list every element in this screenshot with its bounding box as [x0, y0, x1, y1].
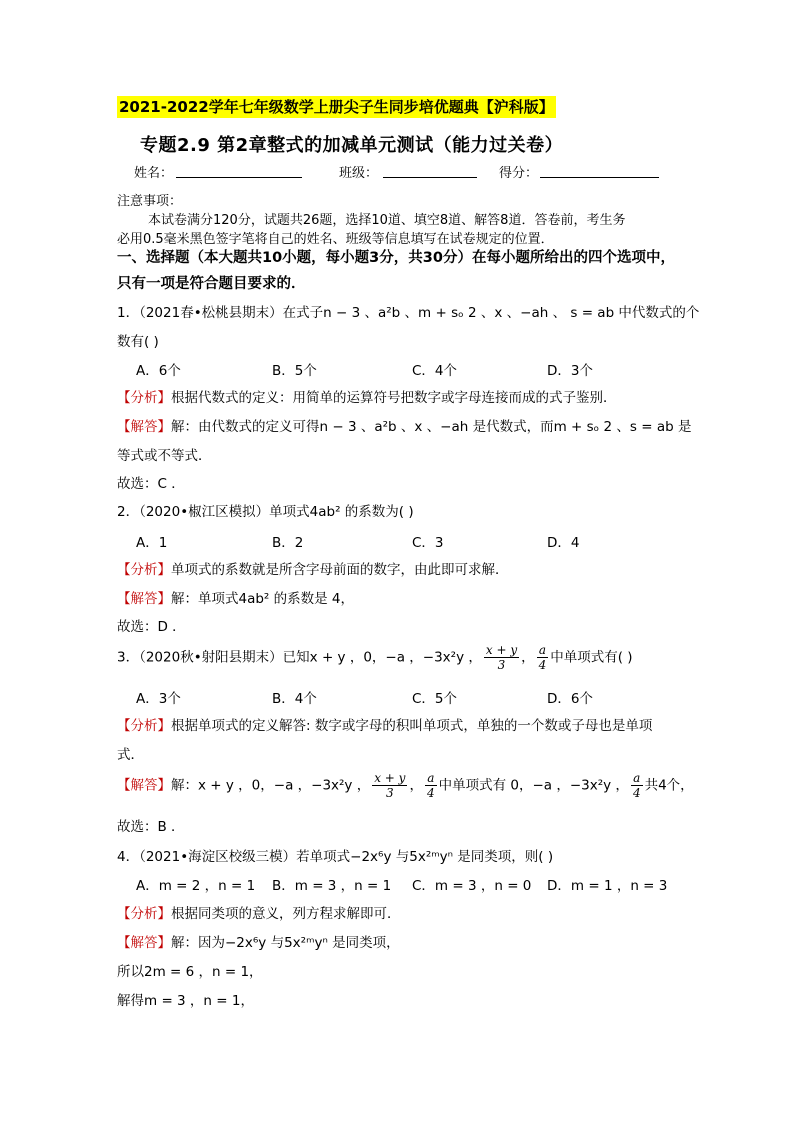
analysis-text: 单项式的系数就是所含字母前面的数字，由此即可求解． — [171, 562, 509, 578]
section-heading-line-2: 只有一项是符合题目要求的． — [117, 276, 306, 292]
q3-stem-tail: 中单项式有( ) — [550, 649, 633, 666]
analysis-tag: 【分析】 — [117, 562, 171, 578]
q4-option-d: D．m = 1 ，n = 3 — [547, 878, 668, 894]
analysis-tag: 【分析】 — [117, 718, 171, 734]
q3-choice: 故选：B ． — [117, 819, 185, 835]
q1-stem-line-2: 数有( ) — [117, 334, 159, 350]
q3-analysis-line-2: 式． — [117, 747, 144, 763]
answer-text: 解：由代数式的定义可得n − 3 、a²b 、x 、−ah 是代数式，而m + sₒ 2 、s = ab 是 — [171, 419, 692, 435]
q1-choice: 故选：C ． — [117, 476, 185, 492]
q1-option-d: D．3个 — [547, 363, 593, 379]
q1-option-b: B．5个 — [272, 363, 317, 379]
answer-tag: 【解答】 — [117, 591, 171, 607]
answer-tag: 【解答】 — [117, 935, 171, 951]
q2-option-d: D．4 — [547, 535, 580, 551]
analysis-text: 根据同类项的意义，列方程求解即可． — [171, 906, 401, 922]
q4-option-c: C．m = 3 ，n = 0 — [412, 878, 532, 894]
q2-option-c: C．3 — [412, 535, 444, 551]
q1-analysis — [117, 386, 617, 406]
class-label: 班级： — [339, 166, 379, 181]
answer-sep: ， — [409, 777, 423, 794]
q2-answer — [117, 587, 354, 607]
notice-line-2: 必用0.5毫米黑色签字笔将自己的姓名、班级等信息填写在试卷规定的位置． — [117, 232, 554, 247]
q2-choice: 故选：D ． — [117, 619, 186, 635]
q4-answer-line-3: 解得m = 3 ，n = 1， — [117, 993, 254, 1009]
q3-option-a: A．3个 — [136, 691, 181, 707]
fraction-denominator: 4 — [426, 786, 435, 800]
analysis-tag: 【分析】 — [117, 906, 171, 922]
fraction-denominator: 4 — [538, 658, 547, 672]
q3-analysis-line-1 — [117, 714, 652, 734]
fraction-numerator: a — [631, 771, 643, 786]
q2-option-b: B．2 — [272, 535, 304, 551]
q3-option-b: B．4个 — [272, 691, 317, 707]
score-field-line — [540, 177, 659, 178]
q3-answer-fraction-2 — [425, 771, 437, 800]
q3-answer-fraction-3 — [631, 771, 643, 800]
header-banner: 2021-2022学年七年级数学上册尖子生同步培优题典【沪科版】 — [119, 98, 554, 116]
page-title: 专题2.9 第2章整式的加减单元测试（能力过关卷） — [140, 135, 564, 156]
analysis-text: 根据单项式的定义解答: 数字或字母的积叫单项式，单独的一个数或子母也是单项 — [171, 718, 653, 734]
q1-option-a: A．6个 — [136, 363, 181, 379]
q3-answer-fraction-1 — [372, 771, 407, 800]
class-field-line — [383, 177, 477, 178]
analysis-tag: 【分析】 — [117, 390, 171, 406]
score-label: 得分： — [499, 166, 539, 181]
q1-option-c: C．4个 — [412, 363, 458, 379]
q2-analysis — [117, 558, 509, 578]
q2-option-a: A．1 — [136, 535, 168, 551]
q4-stem: 4．（2021•海淀区校级三模）若单项式−2x⁶y 与5x²ᵐyⁿ 是同类项，则( ) — [117, 849, 554, 865]
answer-tag: 【解答】 — [117, 777, 171, 794]
analysis-text: 根据代数式的定义：用简单的运算符号把数字或字母连接而成的式子鉴别． — [171, 390, 617, 406]
q3-fraction-2 — [537, 643, 549, 672]
q3-stem-text: 3．（2020秋•射阳县期末）已知x + y ，0，−a ，−3x²y ， — [117, 649, 482, 666]
fraction-denominator: 4 — [632, 786, 641, 800]
answer-text: 解：因为−2x⁶y 与5x²ᵐyⁿ 是同类项， — [171, 935, 400, 951]
q3-stem — [117, 643, 633, 672]
q4-analysis — [117, 902, 401, 922]
q1-stem-line-1: 1．（2021春•松桃县期末）在式子n − 3 、a²b 、m + sₒ 2 、x 、−ah 、 s = ab 中代数式的个 — [117, 305, 700, 321]
answer-tag: 【解答】 — [117, 419, 171, 435]
q2-stem: 2．（2020•椒江区模拟）单项式4ab² 的系数为( ) — [117, 504, 414, 520]
q4-option-b: B．m = 3 ，n = 1 — [272, 878, 392, 894]
section-heading-line-1: 一、选择题（本大题共10小题，每小题3分，共30分）在每小题所给出的四个选项中， — [117, 250, 675, 266]
fraction-denominator: 3 — [497, 658, 506, 672]
fraction-denominator: 3 — [386, 786, 394, 800]
notice-line-1: 本试卷满分120分，试题共26题，选择10道、填空8道、解答8道．答卷前，考生务 — [148, 213, 626, 228]
q3-option-c: C．5个 — [412, 691, 458, 707]
notice-heading: 注意事项： — [117, 194, 183, 209]
q3-answer — [117, 771, 694, 800]
answer-text-2: 中单项式有 0，−a ，−3x²y ， — [438, 777, 629, 794]
q3-fraction-1 — [484, 643, 519, 672]
answer-text: 解：单项式4ab² 的系数是 4， — [171, 591, 355, 607]
name-label: 姓名： — [134, 166, 174, 181]
q4-answer-line-2: 所以2m = 6 ，n = 1， — [117, 964, 263, 980]
q4-option-a: A．m = 2 ，n = 1 — [136, 878, 256, 894]
q4-answer-line-1 — [117, 931, 400, 951]
fraction-numerator: x + y — [374, 771, 406, 785]
q1-answer-line-2: 等式或不等式． — [117, 448, 212, 464]
fraction-numerator: a — [537, 643, 549, 658]
fraction-numerator: a — [425, 771, 437, 786]
q3-option-d: D．6个 — [547, 691, 593, 707]
q3-stem-sep: ， — [521, 649, 535, 666]
q1-answer-line-1 — [117, 415, 691, 435]
name-field-line — [176, 177, 302, 178]
answer-text: 解：x + y ，0，−a ，−3x²y ， — [171, 777, 371, 794]
fraction-numerator: x + y — [485, 643, 518, 657]
answer-text-3: 共4个， — [644, 777, 694, 794]
